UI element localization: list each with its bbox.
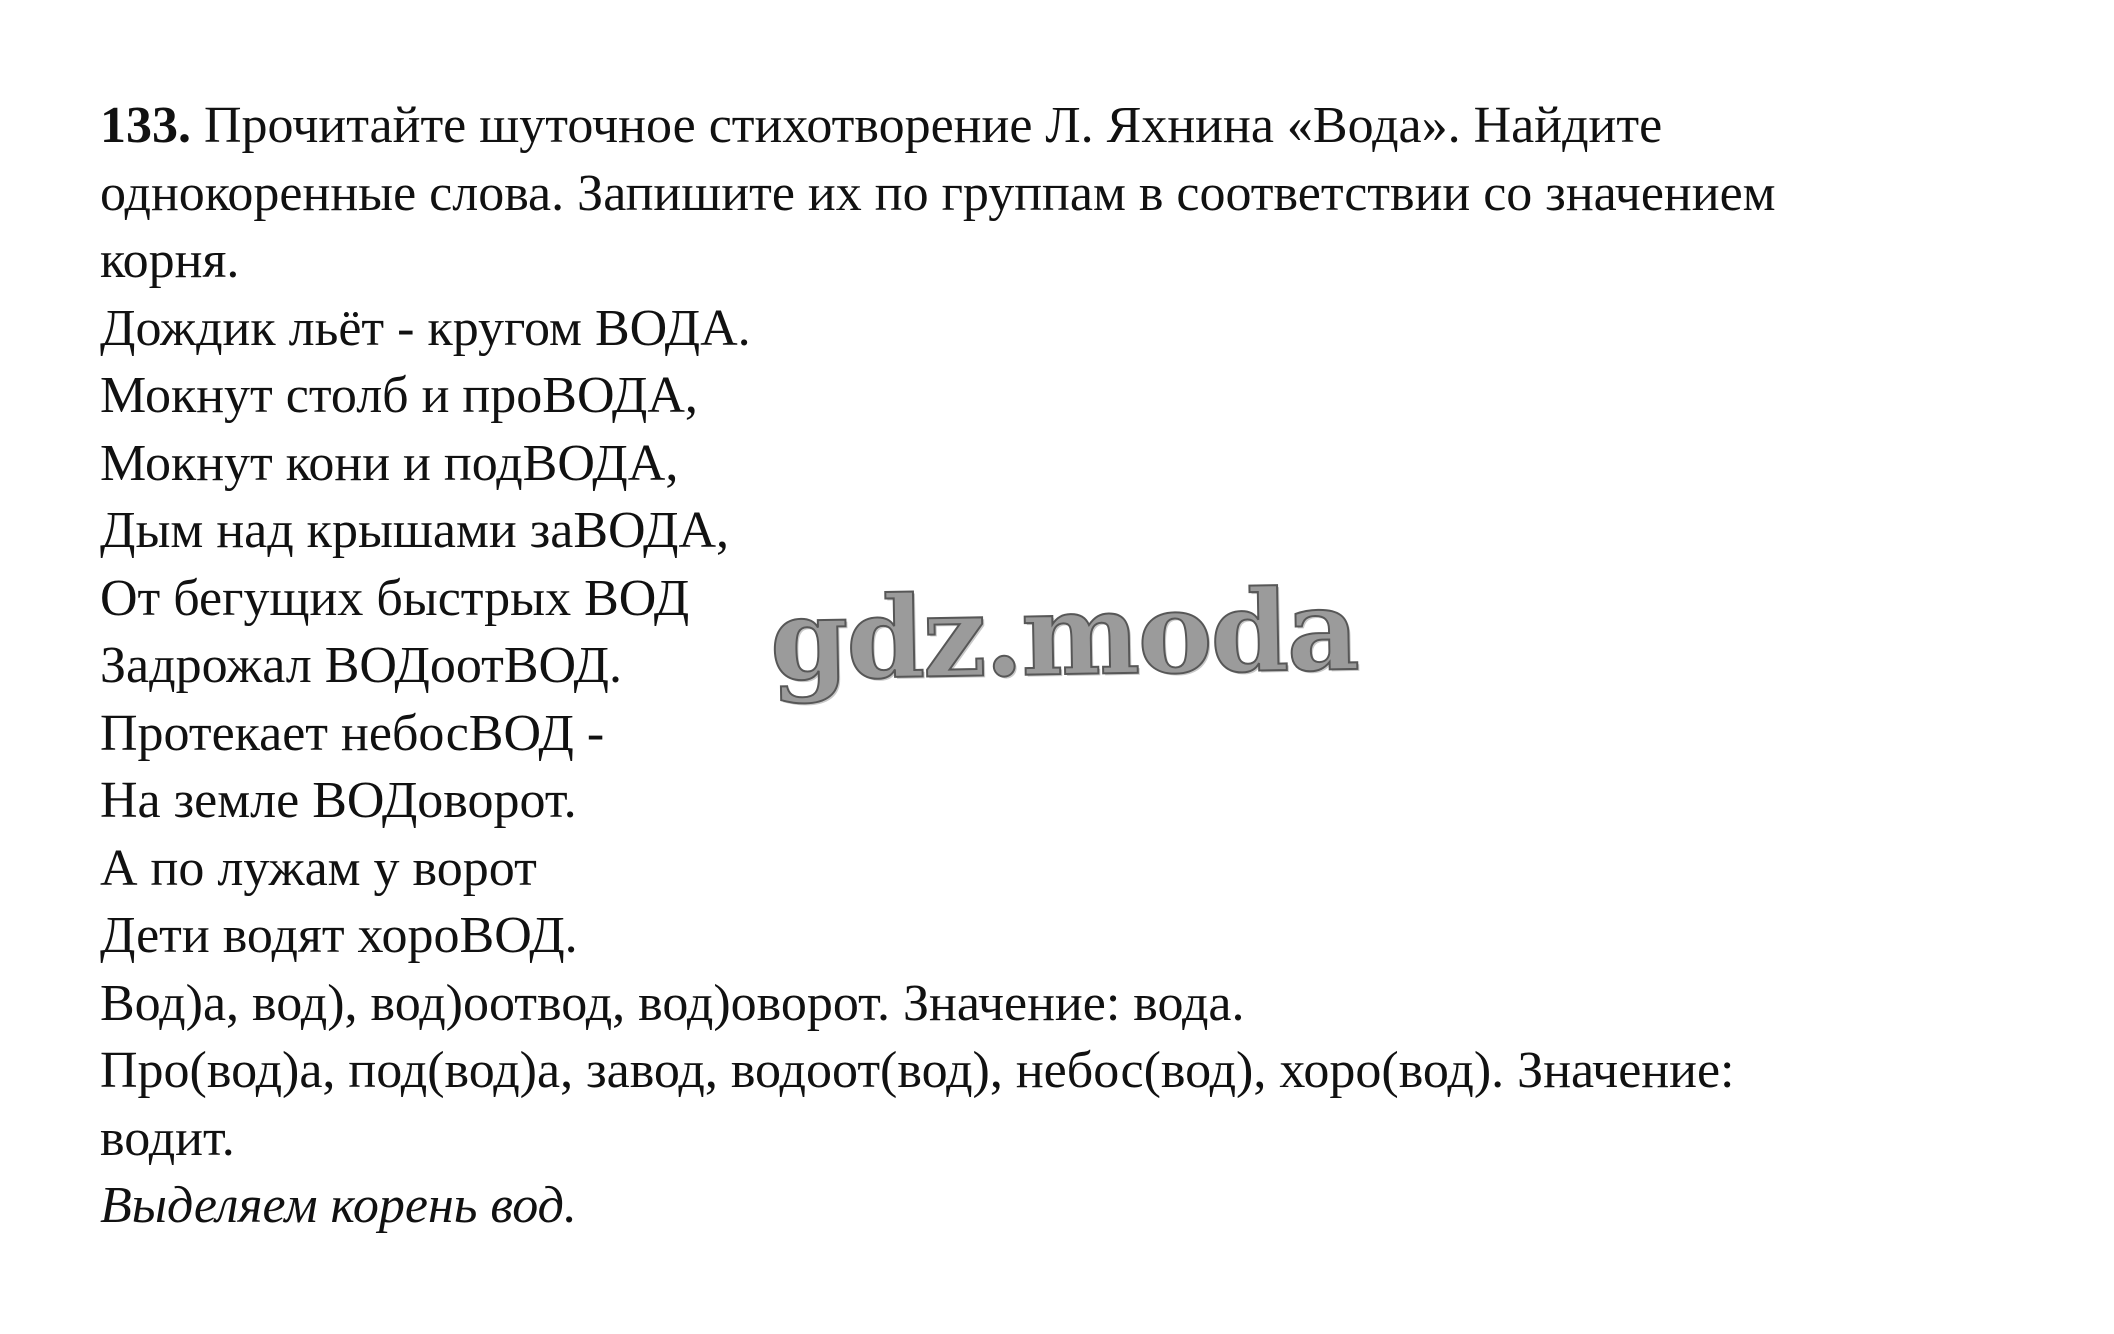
poem-line: Задрожал ВОДоотВОД. bbox=[100, 637, 622, 694]
poem-line: Дым над крышами заВОДА, bbox=[100, 502, 730, 559]
poem-line: Дождик льёт - кругом ВОДА. bbox=[100, 299, 751, 357]
poem-line: От бегущих быстрых ВОД bbox=[100, 569, 690, 627]
task-prompt-part-2: однокоренные слова. Запишите их по группам в соответствии со значением bbox=[100, 164, 1776, 222]
task-heading-line bbox=[100, 92, 2040, 160]
exercise-text bbox=[100, 92, 2040, 1240]
poem-line: Мокнут кони и подВОДА, bbox=[100, 434, 679, 492]
poem-line: Дети водят хороВОД. bbox=[100, 907, 578, 964]
watermark-logo: gdz.moda bbox=[768, 564, 1359, 707]
task-prompt-part-3: корня. bbox=[100, 232, 240, 289]
task-prompt-part-1: Прочитайте шуточное стихотворение Л. Яхнина «Вода». Найдите bbox=[191, 97, 1663, 154]
poem-line: Протекает небосВОД - bbox=[100, 704, 605, 762]
poem-line: А по лужам у ворот bbox=[100, 839, 537, 897]
poem-line: Мокнут столб и проВОДА, bbox=[100, 367, 698, 424]
task-number: 133. bbox=[100, 97, 191, 154]
poem-line: На земле ВОДоворот. bbox=[100, 772, 577, 829]
answer-note: Выделяем корень вод. bbox=[100, 1177, 577, 1234]
answer-group-2-part-1: Про(вод)а, под(вод)а, завод, водоот(вод), небос(вод), хоро(вод). Значение: bbox=[100, 1042, 1735, 1099]
answer-group-1: Вод)а, вод), вод)оотвод, вод)оворот. Значение: вода. bbox=[100, 974, 1245, 1032]
answer-group-2-part-2: водит. bbox=[100, 1109, 235, 1167]
